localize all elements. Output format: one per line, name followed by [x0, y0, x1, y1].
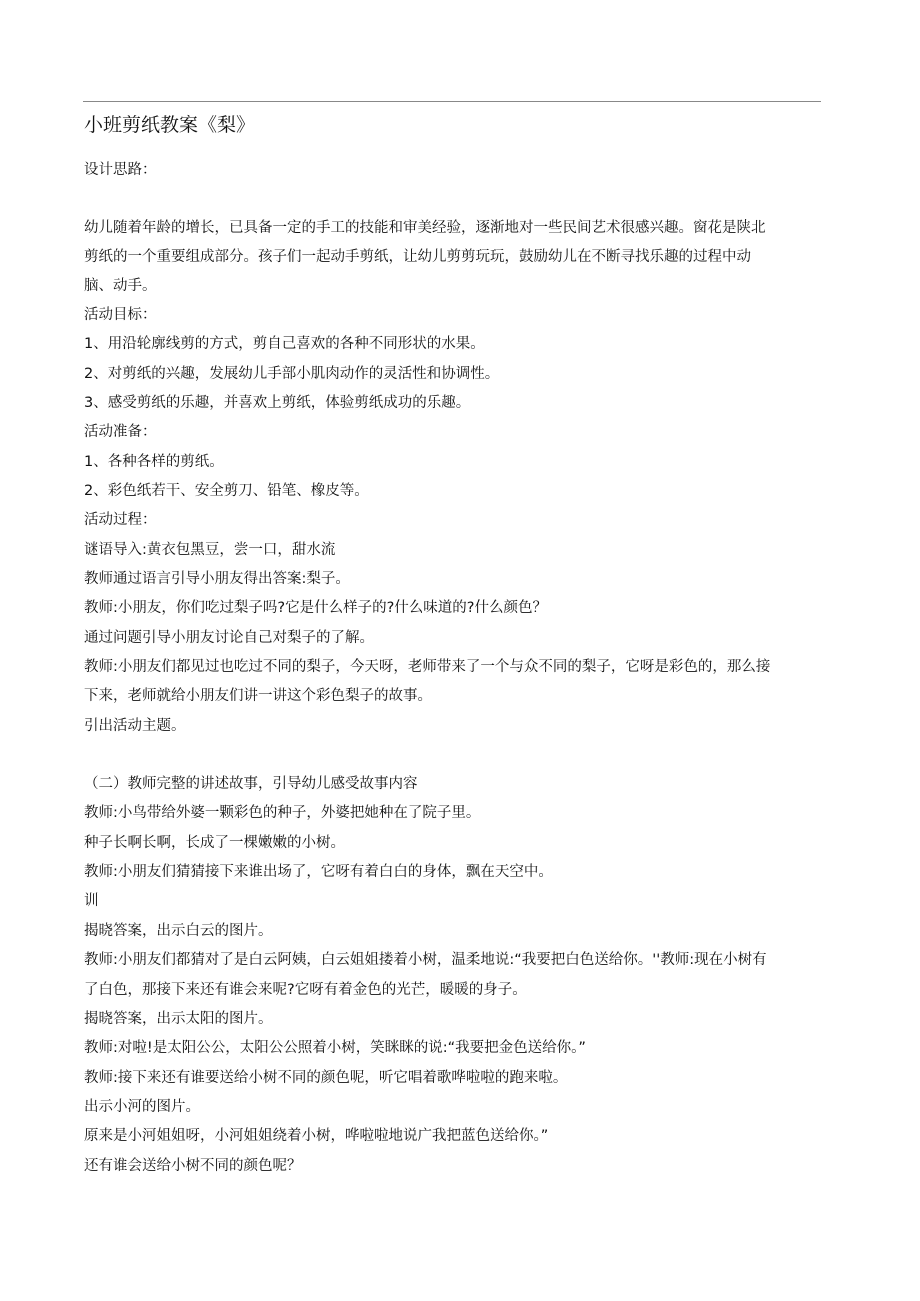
text-line: 训: [84, 893, 99, 909]
text-line: 下来，老师就给小朋友们讲一讲这个彩色梨子的故事。: [84, 688, 432, 704]
header-rule: [83, 101, 821, 102]
text-line: 教师通过语言引导小朋友得出答案:梨子。: [84, 571, 350, 587]
text-line: 教师:小朋友们猜猜接下来谁出场了，它呀有着白白的身体，飘在天空中。: [84, 864, 553, 880]
text-line: 1、各种各样的剪纸。: [84, 454, 224, 470]
text-line: 剪纸的一个重要组成部分。孩子们一起动手剪纸，让幼儿剪剪玩玩，鼓励幼儿在不断寻找乐趣的过程中动: [84, 249, 751, 265]
text-line: 活动目标：: [84, 307, 157, 323]
text-line: 揭晓答案，出示太阳的图片。: [84, 1011, 273, 1027]
text-line: 活动准备：: [84, 424, 157, 440]
text-line: 教师:接下来还有谁要送给小树不同的颜色呢，听它唱着歌哗啦啦的跑来啦。: [84, 1070, 568, 1086]
text-line: 揭晓答案，出示白云的图片。: [84, 923, 273, 939]
text-line: （二）教师完整的讲述故事，引导幼儿感受故事内容: [84, 776, 418, 792]
text-line: 还有谁会送给小树不同的颜色呢？: [84, 1158, 302, 1174]
text-line: 2、对剪纸的兴趣，发展幼儿手部小肌肉动作的灵活性和协调性。: [84, 366, 500, 382]
text-line: 出示小河的图片。: [84, 1099, 200, 1115]
text-line: 引出活动主题。: [84, 718, 186, 734]
text-line: 种子长啊长啊，长成了一棵嫩嫩的小树。: [84, 835, 345, 851]
text-line: 教师:小鸟带给外婆一颗彩色的种子，外婆把她种在了院子里。: [84, 805, 481, 821]
text-line: 通过问题引导小朋友讨论自己对梨子的了解。: [84, 630, 374, 646]
text-line: 脑、动手。: [84, 278, 157, 294]
text-line: 1、用沿轮廓线剪的方式，剪自己喜欢的各种不同形状的水果。: [84, 336, 485, 352]
text-line: 活动过程：: [84, 512, 157, 528]
text-line: 教师:小朋友们都猜对了是白云阿姨，白云姐姐搂着小树，温柔地说:“我要把白色送给你。''教师:现在小树有: [84, 952, 767, 968]
text-line: 谜语导入:黄衣包黑豆，尝一口，甜水流: [84, 542, 336, 558]
text-line: 设计思路：: [84, 162, 157, 178]
text-line: 幼儿随着年龄的增长，已具备一定的手工的技能和审美经验，逐渐地对一些民间艺术很感兴趣。窗花是陕北: [84, 220, 766, 236]
text-line: 教师:小朋友们都见过也吃过不同的梨子，今天呀，老师带来了一个与众不同的梨子，它呀是彩色的，那么接: [84, 659, 771, 675]
document-title: 小班剪纸教案《梨》: [84, 114, 256, 136]
text-line: 原来是小河姐姐呀，小河姐姐绕着小树，哗啦啦地说广我把蓝色送给你。”: [84, 1128, 549, 1144]
text-line: 2、彩色纸若干、安全剪刀、铅笔、橡皮等。: [84, 483, 369, 499]
text-line: 教师:小朋友，你们吃过梨子吗?它是什么样子的?什么味道的?什么颜色？: [84, 600, 547, 616]
text-line: 教师:对啦!是太阳公公，太阳公公照着小树，笑眯眯的说:“我要把金色送给你。”: [84, 1040, 586, 1056]
text-line: 3、感受剪纸的乐趣，并喜欢上剪纸，体验剪纸成功的乐趣。: [84, 395, 471, 411]
text-line: 了白色，那接下来还有谁会来呢?它呀有着金色的光芒，暖暖的身子。: [84, 982, 527, 998]
